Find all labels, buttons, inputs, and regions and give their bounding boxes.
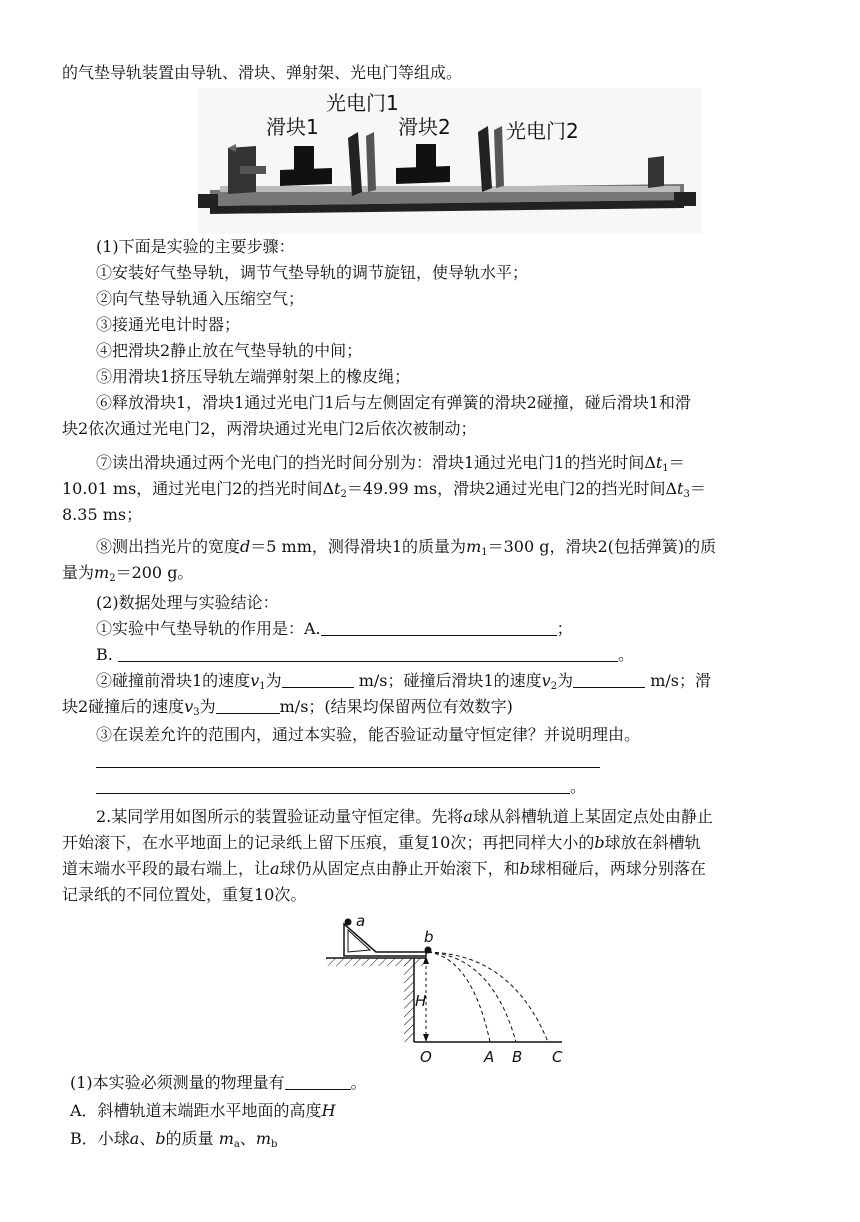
q2-sub1: (1)本实验必须测量的物理量有 。 <box>70 1073 367 1092</box>
slider1-label: 滑块1 <box>266 115 319 139</box>
d3-answer-line1 <box>96 748 798 774</box>
q2-line1: 2.某同学用如图所示的装置验证动量守恒定律。先将a球从斜槽轨道上某固定点处由静止 <box>96 807 713 826</box>
q2-line2: 开始滚下，在水平地面上的记录纸上留下压痕，重复10次；再把同样大小的b球放在斜槽轨 <box>62 833 701 852</box>
steps-title: (1)下面是实验的主要步骤： <box>96 237 295 256</box>
label-H: H <box>415 992 427 1010</box>
slider2-label: 滑块2 <box>398 115 451 139</box>
label-C: C <box>552 1048 563 1066</box>
step-8-line2: 量为$m_2=200$ g。 <box>62 563 194 584</box>
q2-option-a: A．斜槽轨道末端距水平地面的高度H <box>70 1101 336 1120</box>
answer-blank-v2[interactable] <box>573 669 645 688</box>
d2-line-a: ②碰撞前滑块1的速度$v_1$为 m/s；碰撞后滑块1的速度$v_2$为 m/s；滑 <box>96 671 711 692</box>
step-7-line3: 8.35 ms； <box>62 505 143 524</box>
data-title: (2)数据处理与实验结论： <box>96 593 279 612</box>
step-7-line1: ⑦读出滑块通过两个光电门的挡光时间分别为：滑块1通过光电门1的挡光时间$\Delta t_1=$ <box>96 453 685 474</box>
q2-line4: 记录纸的不同位置处，重复10次。 <box>62 885 307 904</box>
label-A: A <box>484 1048 495 1066</box>
step-4: ④把滑块2静止放在气垫导轨的中间； <box>96 341 363 360</box>
d2-line-b: 块2碰撞后的速度$v_3$为 m/s；(结果均保留两位有效数字) <box>62 697 513 718</box>
step-3: ③接通光电计时器； <box>96 315 241 334</box>
step-2: ②向气垫导轨通入压缩空气； <box>96 289 305 308</box>
step-7-line2: 10.01 ms，通过光电门2的挡光时间$\Delta t_2=49.99$ ms，滑块2通过光电门2的挡光时间$\Delta t_3=$ <box>62 479 706 500</box>
q2-line3: 道末端水平段的最右端上，让a球仍从固定点由静止开始滚下，和b球相碰后，两球分别落在 <box>62 859 706 878</box>
q2-option-b: B．小球a、b的质量 $m_a$、$m_b$ <box>70 1129 278 1150</box>
step-1: ①安装好气垫导轨，调节气垫导轨的调节旋钮，使导轨水平； <box>96 263 529 282</box>
answer-blank-d1b[interactable] <box>118 643 618 662</box>
answer-blank-d1a[interactable] <box>321 617 557 636</box>
d3-answer-line2: 。 <box>96 774 798 800</box>
step-8-line1: ⑧测出挡光片的宽度d＝5 mm，测得滑块1的质量为$m_1=300$ g，滑块2(包括弹簧)的质 <box>96 537 717 558</box>
intro-text: 的气垫导轨装置由导轨、滑块、弹射架、光电门等组成。 <box>62 63 463 82</box>
step-6-line1: ⑥释放滑块1，滑块1通过光电门1后与左侧固定有弹簧的滑块2碰撞，碰后滑块1和滑 <box>96 393 691 412</box>
chute-figure <box>322 912 572 1068</box>
gate1-label: 光电门1 <box>326 91 399 115</box>
label-b: b <box>424 928 434 946</box>
answer-blank-v1[interactable] <box>282 669 354 688</box>
answer-blank-d3-1[interactable] <box>96 749 600 768</box>
answer-blank-d3-2[interactable] <box>96 775 570 794</box>
d3-question: ③在误差允许的范围内，通过本实验，能否验证动量守恒定律？并说明理由。 <box>96 725 641 744</box>
label-a: a <box>356 912 366 930</box>
gate2-label: 光电门2 <box>506 119 579 143</box>
d1-line-a: ①实验中气垫导轨的作用是：A. ； <box>96 619 573 638</box>
air-track-figure <box>198 88 702 234</box>
label-B: B <box>512 1048 523 1066</box>
answer-blank-q2-1[interactable] <box>285 1071 351 1090</box>
step-6-line2: 块2依次通过光电门2，两滑块通过光电门2后依次被制动； <box>62 419 477 438</box>
label-O: O <box>420 1048 432 1066</box>
d1-line-b: B. 。 <box>96 645 634 664</box>
step-5: ⑤用滑块1挤压导轨左端弹射架上的橡皮绳； <box>96 367 411 386</box>
answer-blank-v3[interactable] <box>216 695 280 714</box>
